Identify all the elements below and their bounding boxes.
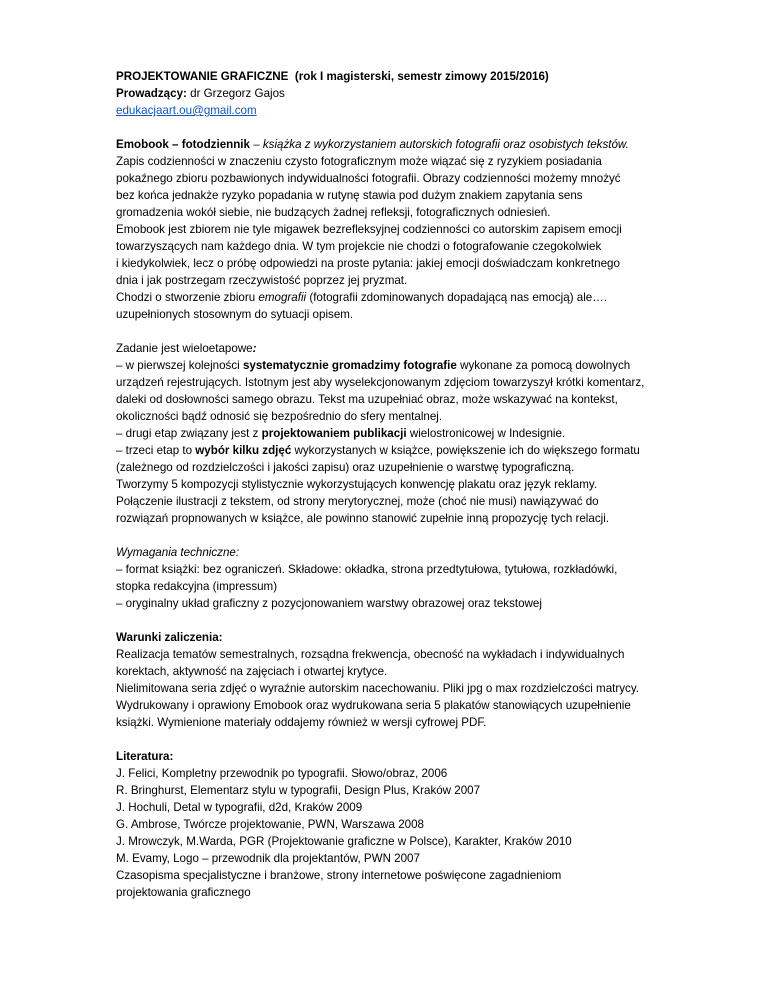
emobook-text: (fotografii zdominowanych dopadającą nas emocją) ale…. — [306, 291, 608, 304]
emobook-paragraph-line: dnia i jak postrzegam rzeczywistość poprzez jej pryzmat. — [116, 274, 408, 287]
task-emphasis: wybór kilku zdjęć — [195, 444, 292, 457]
document-title-line — [116, 68, 676, 85]
document-page — [116, 68, 676, 901]
task-text: wielostronicowej w Indesignie. — [406, 427, 566, 440]
credit-heading: Warunki zaliczenia: — [116, 631, 223, 644]
task-intro-text: Zadanie jest wieloetapowe — [116, 342, 253, 355]
emobook-subtitle: – książka z wykorzystaniem autorskich fotografii oraz osobistych tekstów. — [249, 138, 629, 151]
email-line — [116, 102, 676, 119]
spacer — [116, 119, 676, 136]
emobook-paragraph-line: gromadzenia wokół siebie, nie budzących żadnej refleksji, fotograficznych odniesień. — [116, 206, 551, 219]
credit-line: korektach, aktywność na zajęciach i otwartej krytyce. — [116, 665, 388, 678]
literature-item: projektowania graficznego — [116, 886, 251, 899]
task-step-3 — [116, 442, 676, 459]
spacer — [116, 731, 676, 748]
spacer — [116, 527, 676, 544]
literature-item: M. Evamy, Logo – przewodnik dla projektantów, PWN 2007 — [116, 852, 420, 865]
task-text: – drugi etap związany jest z — [116, 427, 262, 440]
task-line: (zależnego od rozdzielczości i jakości zapisu) oraz uzupełnienie o warstwę typograficzną. — [116, 461, 575, 474]
document-title-suffix: (rok I magisterski, semestr zimowy 2015/2016) — [294, 70, 549, 83]
literature-heading: Literatura: — [116, 750, 174, 763]
emobook-paragraph-line: pokaźnego zbioru pozbawionych indywidualności fotografii. Obrazy codzienności możemy mnożyć — [116, 172, 621, 185]
emobook-title: Emobook – fotodziennik — [116, 138, 250, 151]
task-text: – trzeci etap to — [116, 444, 196, 457]
emobook-paragraph-line: Emobook jest zbiorem nie tyle migawek bezrefleksyjnej codzienności co autorskim zapisem emocji — [116, 223, 622, 236]
instructor-name: dr Grzegorz Gajos — [190, 87, 285, 100]
literature-item: G. Ambrose, Twórcze projektowanie, PWN, Warszawa 2008 — [116, 818, 424, 831]
document-title: PROJEKTOWANIE GRAFICZNE — [116, 70, 289, 83]
literature-item: Czasopisma specjalistyczne i branżowe, strony internetowe poświęcone zagadnieniom — [116, 869, 562, 882]
emobook-heading — [116, 136, 676, 153]
task-intro-colon: : — [252, 342, 257, 355]
task-intro — [116, 340, 676, 357]
literature-item: R. Bringhurst, Elementarz stylu w typografii, Design Plus, Kraków 2007 — [116, 784, 481, 797]
task-emphasis: projektowaniem publikacji — [261, 427, 407, 440]
task-line: Połączenie ilustracji z tekstem, od strony merytorycznej, może (choć nie musi) nawiązywać do — [116, 495, 599, 508]
instructor-label: Prowadzący: — [116, 87, 187, 100]
task-line: rozwiązań propnowanych w książce, ale powinno stanowić zupełnie inną propozycję tych relacji. — [116, 512, 609, 525]
task-emphasis: systematycznie gromadzimy fotografie — [242, 359, 457, 372]
emobook-paragraph-line: Zapis codzienności w znaczeniu czysto fotograficznym może wiązać się z ryzykiem posiadania — [116, 155, 602, 168]
task-line: okoliczności bądź odnosić się bezpośrednio do sfery mentalnej. — [116, 410, 443, 423]
literature-item: J. Hochuli, Detal w typografii, d2d, Kraków 2009 — [116, 801, 363, 814]
emobook-paragraph-line: bez końca jednakże ryzyko popadania w rutynę stawia pod dużym znakiem zapytania sens — [116, 189, 583, 202]
tech-heading: Wymagania techniczne: — [116, 546, 240, 559]
credit-line: Realizacja tematów semestralnych, rozsądna frekwencja, obecność na wykładach i indywidualnych — [116, 648, 625, 661]
literature-item: J. Felici, Kompletny przewodnik po typografii. Słowo/obraz, 2006 — [116, 767, 448, 780]
spacer — [116, 612, 676, 629]
emobook-paragraph-line: uzupełnionych stosownym do sytuacji opisem. — [116, 308, 354, 321]
task-line: urządzeń rejestrujących. Istotnym jest aby wyselekcjonowanym zdjęciom towarzyszył krótki komentarz, — [116, 376, 645, 389]
tech-line: stopka redakcyjna (impressum) — [116, 580, 278, 593]
emobook-text: Chodzi o stworzenie zbioru — [116, 291, 259, 304]
literature-item: J. Mrowczyk, M.Warda, PGR (Projektowanie graficzne w Polsce), Karakter, Kraków 2010 — [116, 835, 572, 848]
credit-line: Nielimitowana seria zdjęć o wyraźnie autorskim nacechowaniu. Pliki jpg o max rozdzielczości matrycy. — [116, 682, 639, 695]
task-text: – w pierwszej kolejności — [116, 359, 243, 372]
task-step-1 — [116, 357, 676, 374]
credit-line: Wydrukowany i oprawiony Emobook oraz wydrukowana seria 5 plakatów stanowiących uzupełnienie — [116, 699, 631, 712]
task-text: wykorzystanych w książce, powiększenie ich do większego formatu — [291, 444, 640, 457]
email-link[interactable]: edukacjaart.ou@gmail.com — [116, 104, 257, 117]
task-line: Tworzymy 5 kompozycji stylistycznie wykorzystujących konwencję plakatu oraz język reklamy. — [116, 478, 598, 491]
task-step-2 — [116, 425, 676, 442]
emografii-term: emografii — [258, 291, 307, 304]
tech-line: – oryginalny układ graficzny z pozycjonowaniem warstwy obrazowej oraz tekstowej — [116, 597, 542, 610]
task-text: wykonane za pomocą dowolnych — [456, 359, 631, 372]
emobook-emografia-line — [116, 289, 676, 306]
tech-line: – format książki: bez ograniczeń. Składowe: okładka, strona przedtytułowa, tytułowa, rozkładówki, — [116, 563, 618, 576]
task-line: daleki od dosłowności samego obrazu. Tekst ma uzupełniać obraz, może wskazywać na kontekst, — [116, 393, 618, 406]
emobook-paragraph-line: i kiedykolwiek, lecz o próbę odpowiedzi na proste pytania: jakiej emocji doświadczam konkretnego — [116, 257, 620, 270]
emobook-paragraph-line: towarzyszących nam każdego dnia. W tym projekcie nie chodzi o fotografowanie czegokolwiek — [116, 240, 602, 253]
instructor-line — [116, 85, 676, 102]
spacer — [116, 323, 676, 340]
credit-line: książki. Wymienione materiały oddajemy również w wersji cyfrowej PDF. — [116, 716, 487, 729]
